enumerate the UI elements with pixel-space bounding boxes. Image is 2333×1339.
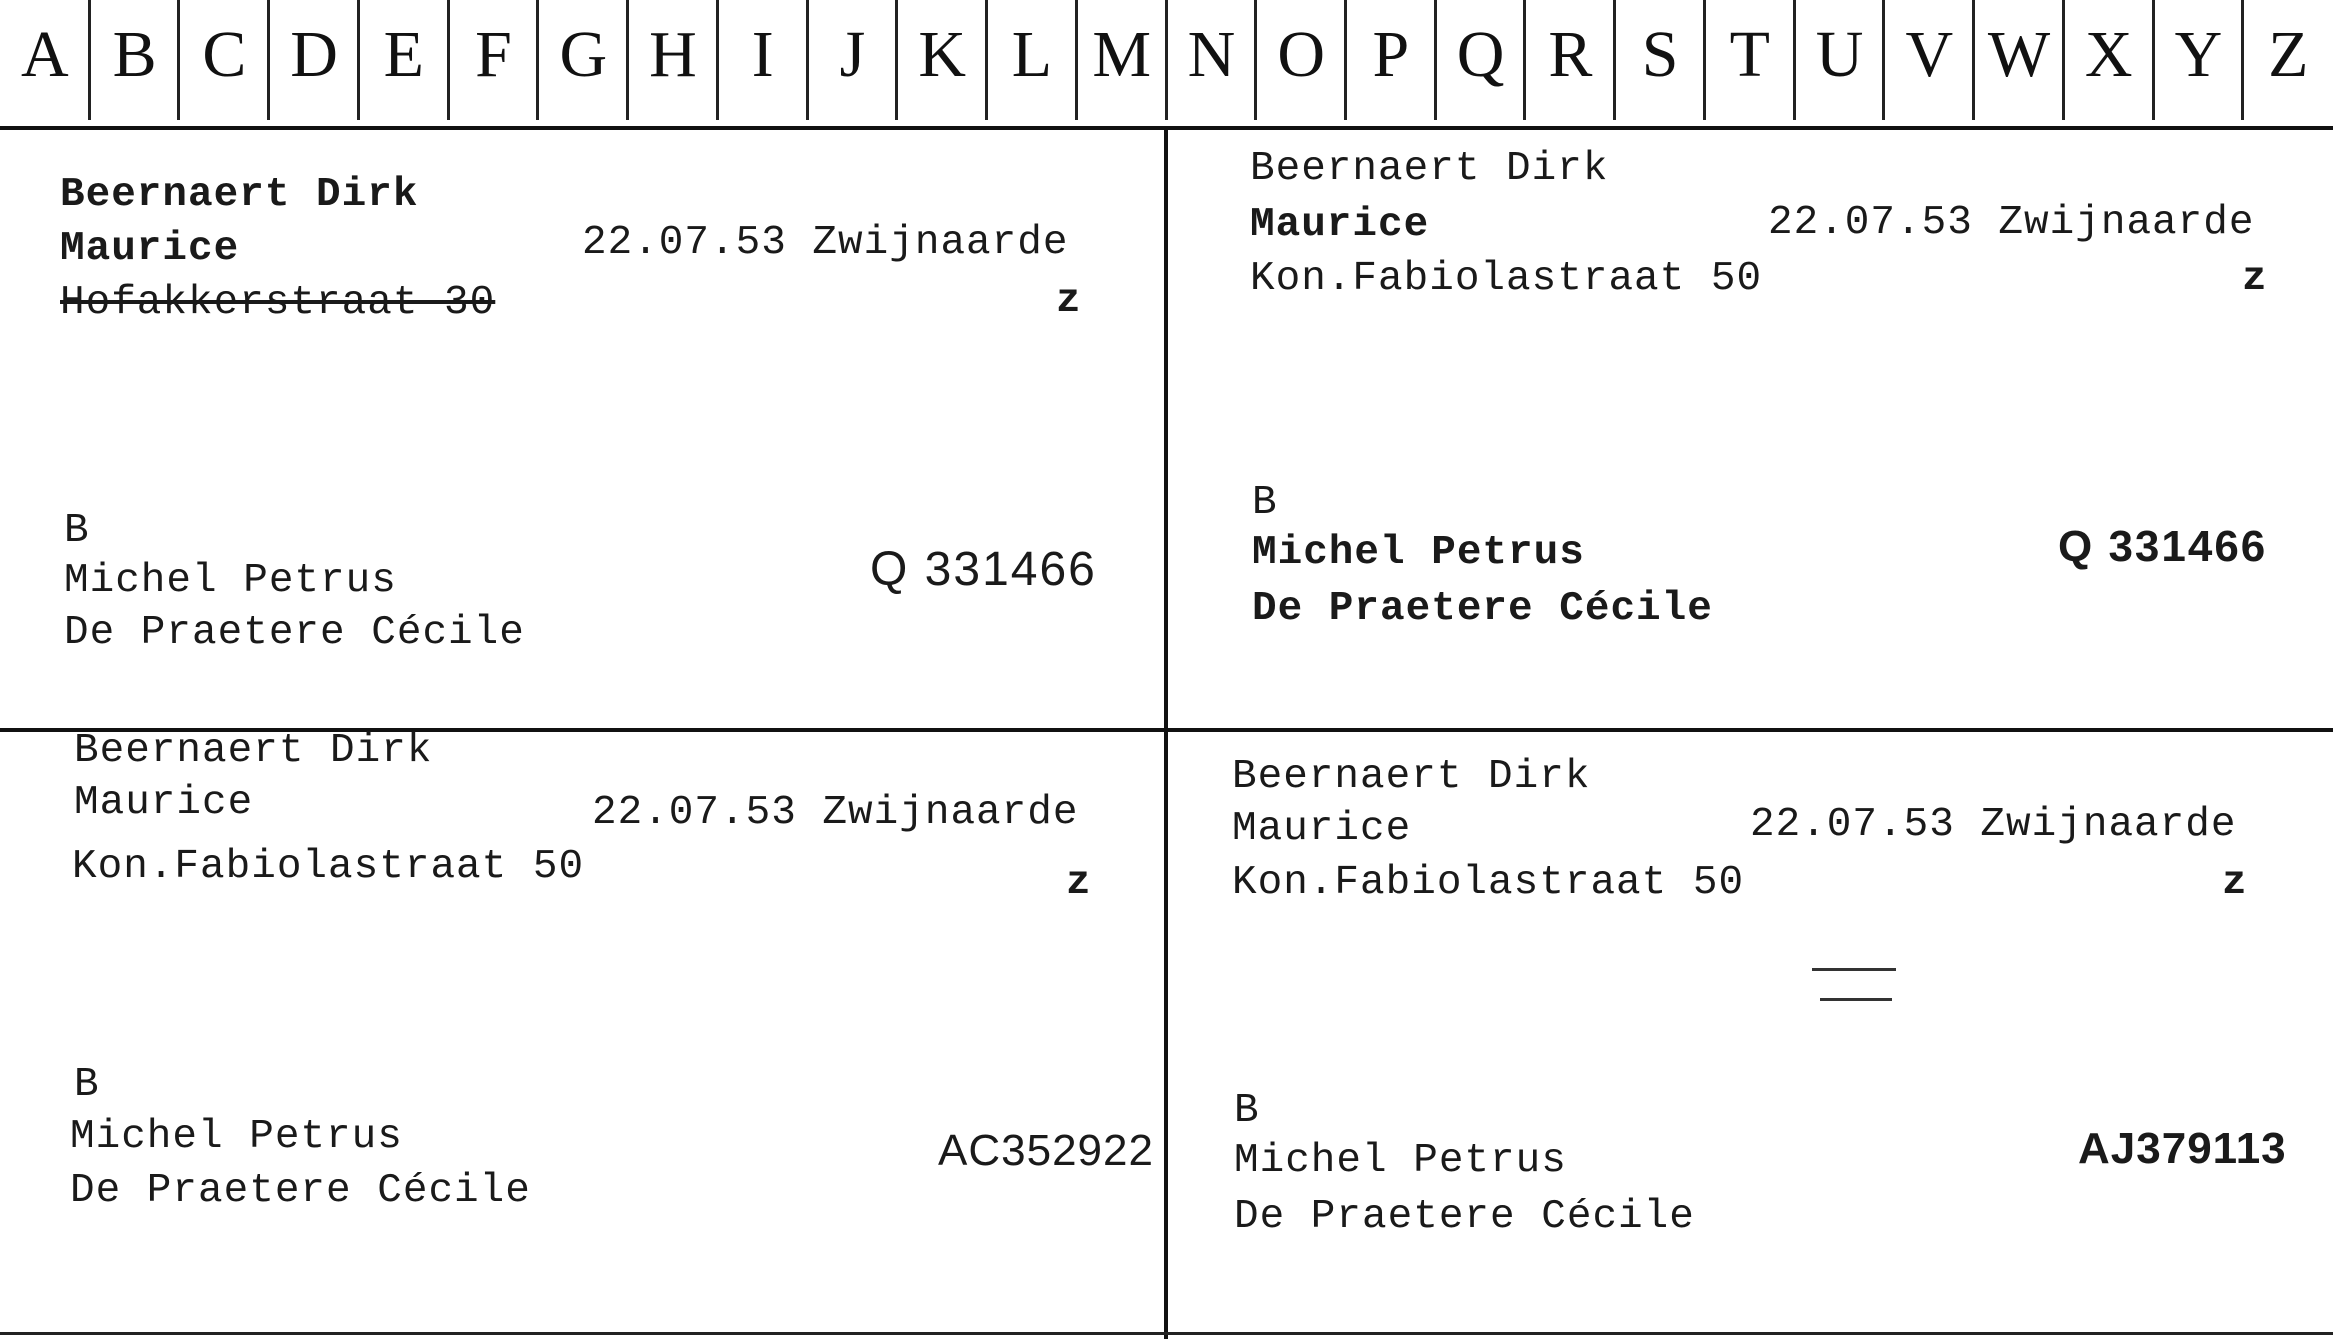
card-address: Kon.Fabiolastraat 50 <box>1250 256 1763 302</box>
alpha-letter: V <box>1884 0 1974 130</box>
card-address: Kon.Fabiolastraat 50 <box>72 844 585 890</box>
card-surname: Beernaert Dirk <box>1232 754 1591 800</box>
card-z-mark: z <box>1056 278 1082 324</box>
card-number: Q 331466 <box>870 543 1097 596</box>
bottom-divider <box>0 1332 2333 1335</box>
alpha-letter: H <box>628 0 718 130</box>
card-b-mark: B <box>1252 480 1278 526</box>
card-surname: Beernaert Dirk <box>1250 146 1609 192</box>
record-card-1 <box>0 130 1164 728</box>
alpha-letter: I <box>718 0 808 130</box>
card-birth: 22.07.53 Zwijnaarde <box>592 790 1079 836</box>
card-father: Michel Petrus <box>64 558 397 604</box>
card-surname: Beernaert Dirk <box>60 172 419 218</box>
card-firstname: Maurice <box>1232 806 1412 852</box>
card-firstname: Maurice <box>74 780 254 826</box>
alpha-letter: A <box>0 0 90 130</box>
card-father: Michel Petrus <box>70 1114 403 1160</box>
card-number: Q 331466 <box>2058 522 2268 571</box>
alpha-letter: R <box>1525 0 1615 130</box>
alpha-letter: L <box>987 0 1077 130</box>
card-mother: De Praetere Cécile <box>1234 1194 1695 1240</box>
alpha-letter: U <box>1795 0 1885 130</box>
card-birth: 22.07.53 Zwijnaarde <box>1750 802 2237 848</box>
card-birth: 22.07.53 Zwijnaarde <box>1768 200 2255 246</box>
record-card-3 <box>0 728 1164 1332</box>
card-mother: De Praetere Cécile <box>64 610 525 656</box>
dash-mark <box>1812 968 1896 971</box>
card-b-mark: B <box>1234 1088 1260 1134</box>
alpha-letter: C <box>179 0 269 130</box>
card-b-mark: B <box>74 1062 100 1108</box>
card-firstname: Maurice <box>60 226 240 272</box>
alpha-letter: D <box>269 0 359 130</box>
alpha-letter: F <box>449 0 539 130</box>
card-birth: 22.07.53 Zwijnaarde <box>582 220 1069 266</box>
card-z-mark: z <box>2242 256 2268 302</box>
alpha-letter: O <box>1256 0 1346 130</box>
card-surname: Beernaert Dirk <box>74 728 433 774</box>
record-card-4 <box>1168 732 2333 1332</box>
alpha-letter: W <box>1974 0 2064 130</box>
dash-mark <box>1820 998 1892 1001</box>
alpha-letter: G <box>538 0 628 130</box>
card-father: Michel Petrus <box>1252 530 1585 576</box>
alpha-letter: J <box>808 0 898 130</box>
alpha-letter: P <box>1346 0 1436 130</box>
alpha-letter: Y <box>2154 0 2244 130</box>
card-mother: De Praetere Cécile <box>1252 586 1713 632</box>
card-firstname: Maurice <box>1250 202 1430 248</box>
alphabet-index <box>0 0 2333 130</box>
card-b-mark: B <box>64 508 90 554</box>
alpha-letter: M <box>1077 0 1167 130</box>
alpha-letter: B <box>90 0 180 130</box>
card-father: Michel Petrus <box>1234 1138 1567 1184</box>
card-mother: De Praetere Cécile <box>70 1168 531 1214</box>
alpha-letter: N <box>1167 0 1257 130</box>
card-z-mark: z <box>1066 860 1092 906</box>
card-address: Kon.Fabiolastraat 50 <box>1232 860 1745 906</box>
card-address-struck: Hofakkerstraat 30 <box>60 280 496 326</box>
alpha-letter: E <box>359 0 449 130</box>
card-z-mark: z <box>2222 860 2248 906</box>
card-number: AC352922 <box>938 1126 1154 1175</box>
alpha-letter: S <box>1615 0 1705 130</box>
alpha-letter: X <box>2064 0 2154 130</box>
card-number: AJ379113 <box>2078 1124 2287 1173</box>
record-card-2 <box>1168 130 2333 728</box>
alpha-letter: T <box>1705 0 1795 130</box>
alpha-letter: K <box>897 0 987 130</box>
alpha-letter: Z <box>2268 18 2309 91</box>
alpha-letter: Q <box>1436 0 1526 130</box>
